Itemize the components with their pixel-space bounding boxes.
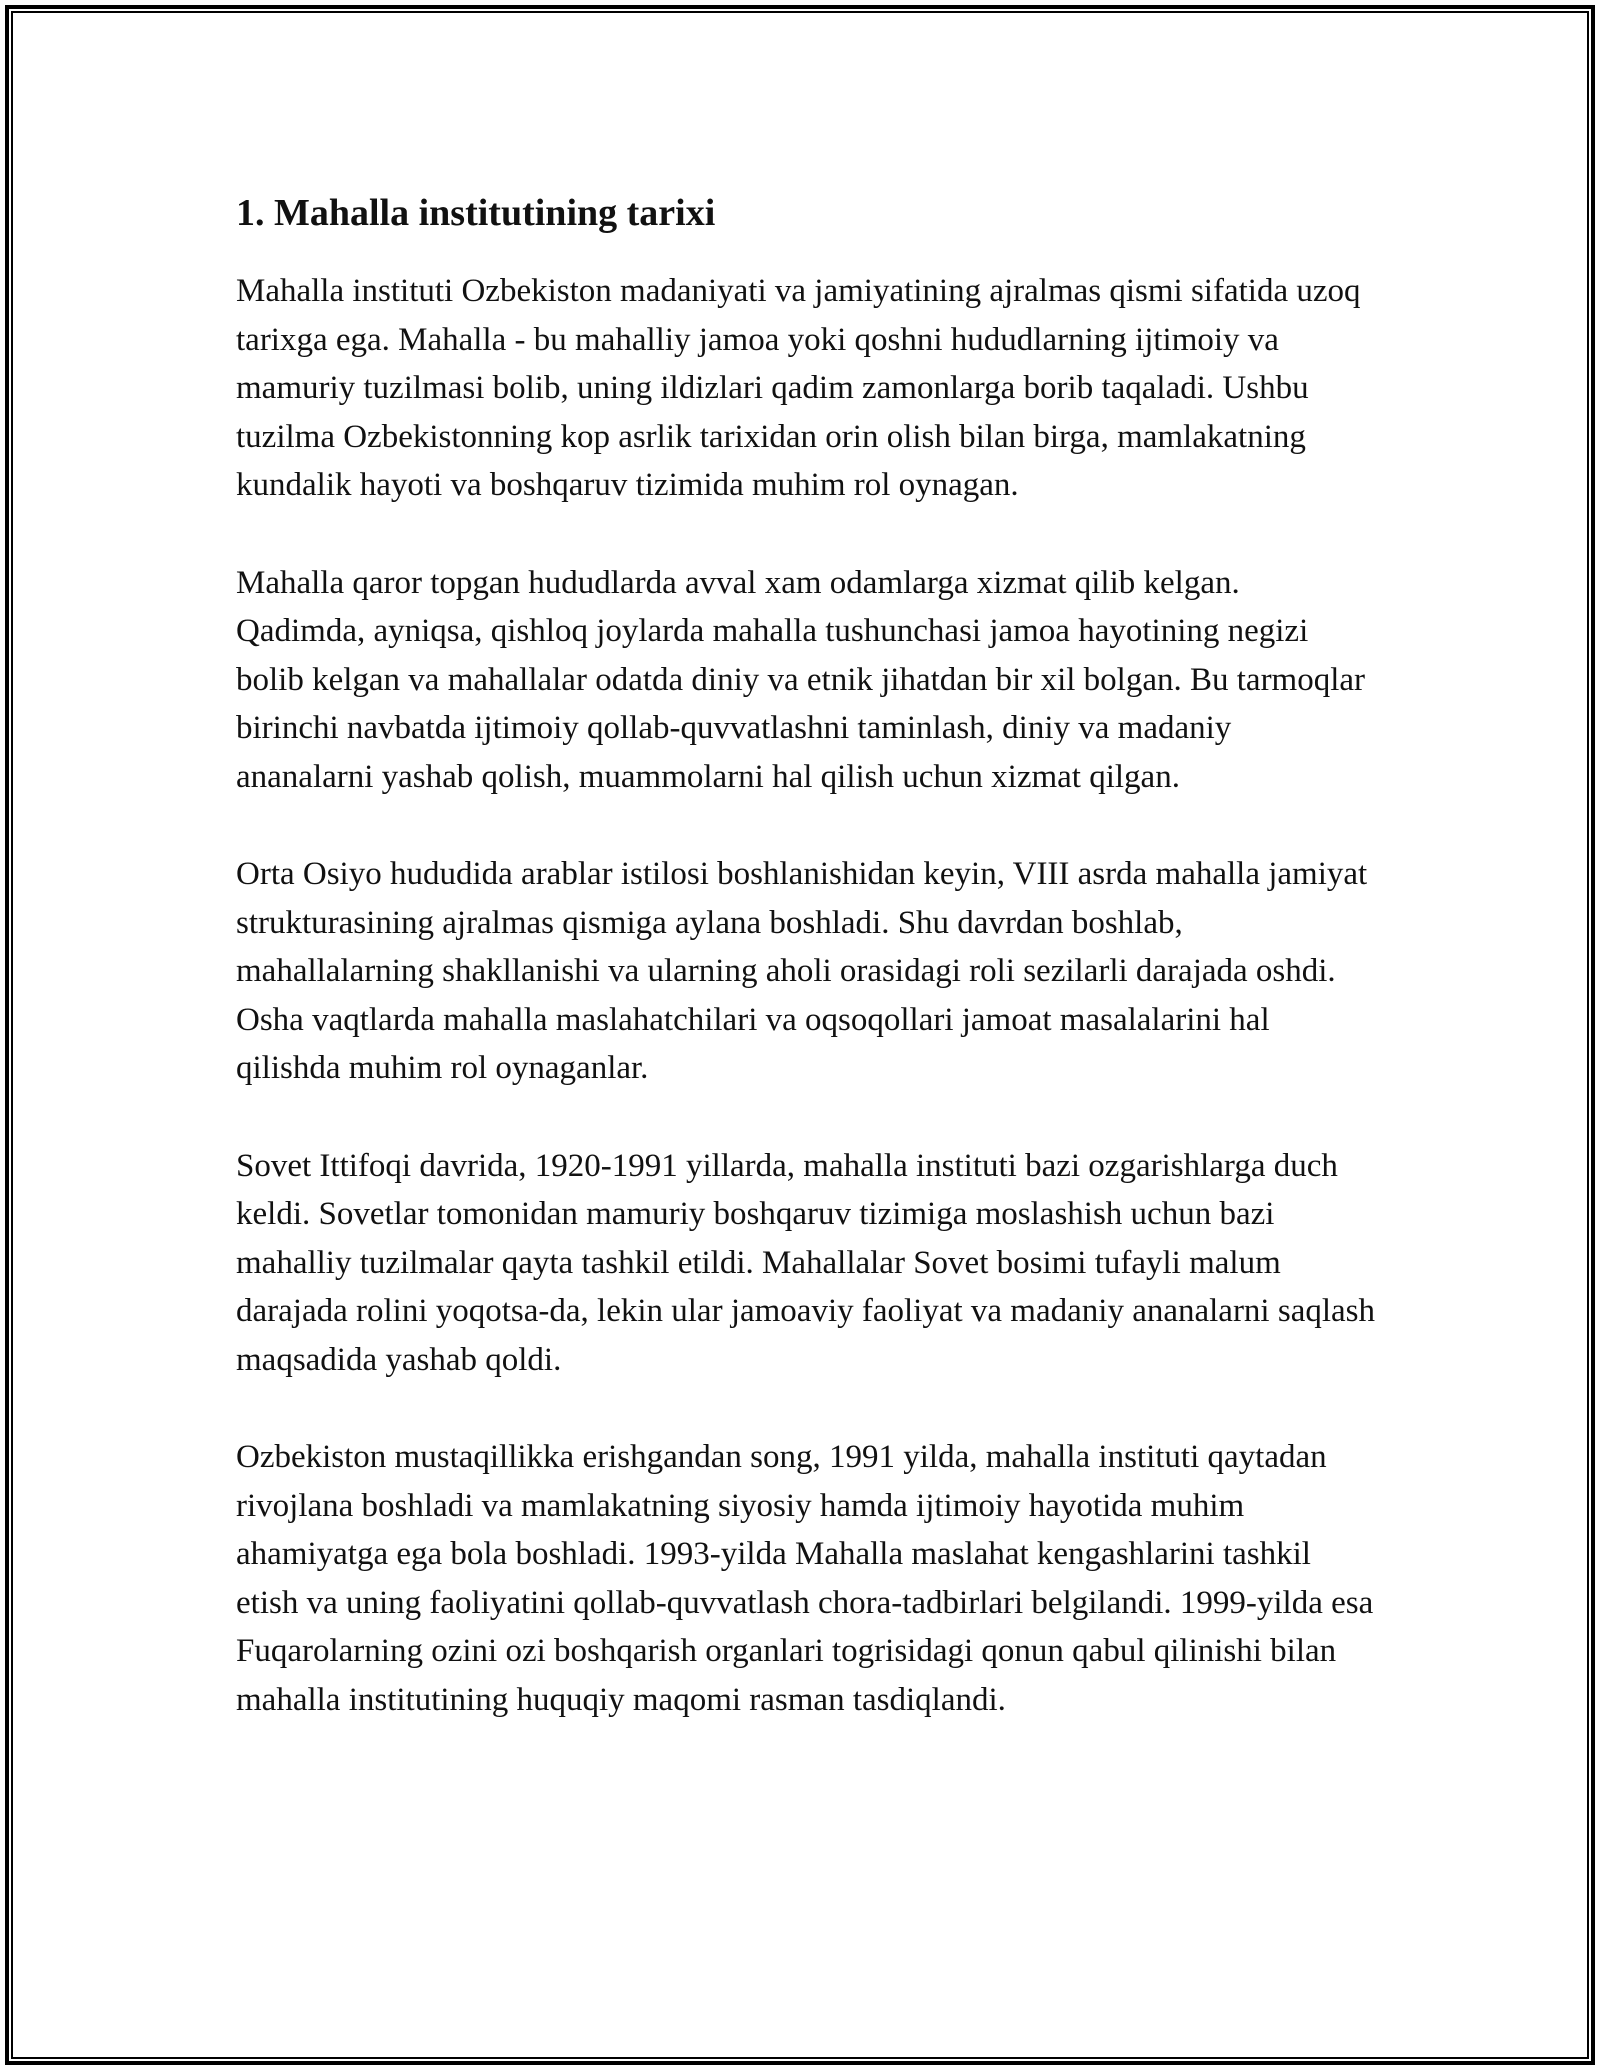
paragraph-1: Mahalla instituti Ozbekiston madaniyati va jamiyatining ajralmas qismi sifatida uzoq tarixga ega. Mahalla - bu mahalliy jamoa yoki qoshni hududlarning ijtimoiy va mamuriy tuzilmasi bolib, uning ildizlari qadim zamonlarga borib taqaladi. Ushbu tuzilma Ozbekistonning kop asrlik tarixidan orin olish bilan birga, mamlakatning kundalik hayoti va boshqaruv tizimida muhim rol oynagan. (236, 273, 1361, 503)
paragraph-3: Orta Osiyo hududida arablar istilosi boshlanishidan keyin, VIII asrda mahalla jamiyat strukturasining ajralmas qismiga aylana boshladi. Shu davrdan boshlab, mahallalarning shakllanishi va ularning aholi orasidagi roli sezilarli darajada oshdi. Osha vaqtlarda mahalla maslahatchilari va oqsoqollari jamoat masalalarini hal qilishda muhim rol oynaganlar. (236, 856, 1368, 1086)
document-body (236, 185, 1376, 1773)
paragraph-5: Ozbekiston mustaqillikka erishgandan song, 1991 yilda, mahalla instituti qaytadan rivojlana boshladi va mamlakatning siyosiy hamda ijtimoiy hayotida muhim ahamiyatga ega bola boshladi. 1993-yilda Mahalla maslahat kengashlarini tashkil etish va uning faoliyatini qollab-quvvatlash chora-tadbirlari belgilandi. 1999-yilda esa Fuqarolarning ozini ozi boshqarish organlari togrisidagi qonun qabul qilinishi bilan mahalla institutining huquqiy maqomi rasman tasdiqlandi. (236, 1439, 1374, 1718)
paragraph-4: Sovet Ittifoqi davrida, 1920-1991 yillarda, mahalla instituti bazi ozgarishlarga duch keldi. Sovetlar tomonidan mamuriy boshqaruv tizimiga moslashish uchun bazi mahalliy tuzilmalar qayta tashkil etildi. Mahallalar Sovet bosimi tufayli malum darajada rolini yoqotsa-da, lekin ular jamoaviy faoliyat va madaniy ananalarni saqlash maqsadida yashab qoldi. (236, 1147, 1375, 1378)
section-heading: 1. Mahalla institutining tarixi (236, 192, 716, 234)
paragraph-2: Mahalla qaror topgan hududlarda avval xam odamlarga xizmat qilib kelgan. Qadimda, ayniqsa, qishloq joylarda mahalla tushunchasi jamoa hayotining negizi bolib kelgan va mahallalar odatda diniy va etnik jihatdan bir xil bolgan. Bu tarmoqlar birinchi navbatda ijtimoiy qollab-quvvatlashni taminlash, diniy va madaniy ananalarni yashab qolish, muammolarni hal qilish uchun xizmat qilgan. (236, 564, 1366, 795)
